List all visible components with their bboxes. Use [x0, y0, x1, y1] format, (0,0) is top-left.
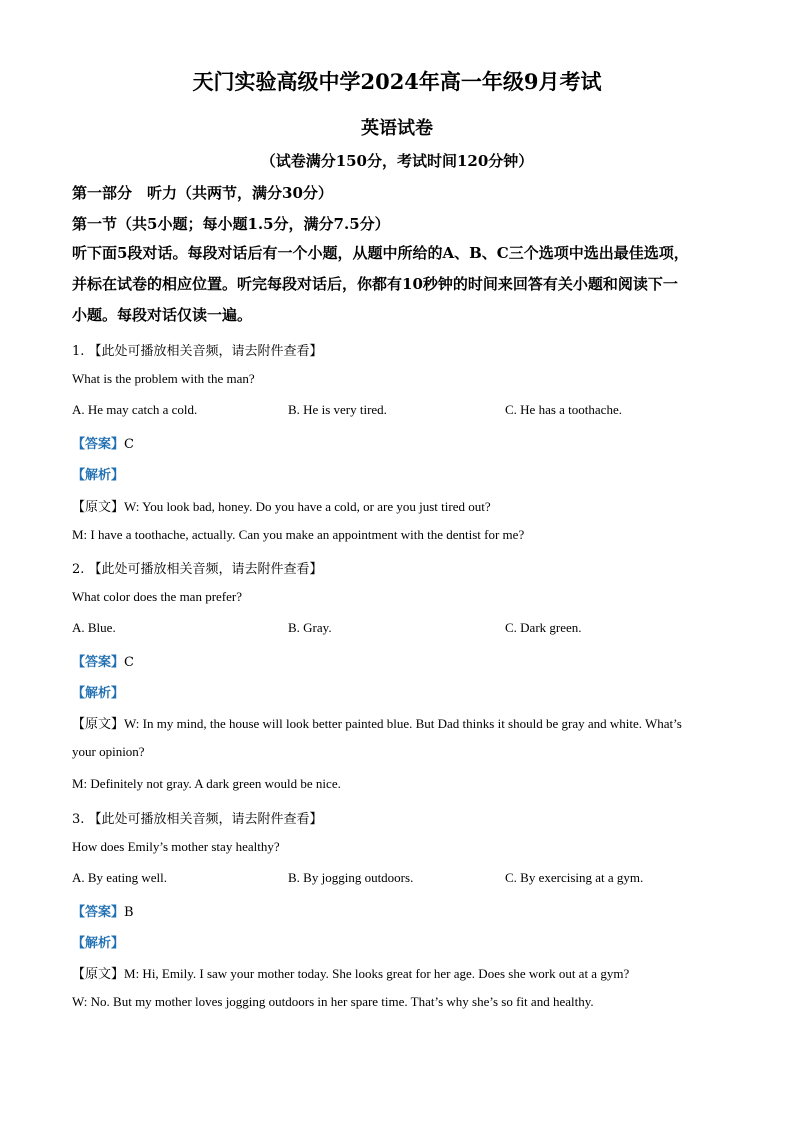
question-3-text: How does Emily’s mother stay healthy?: [72, 839, 280, 854]
transcript-text: W: You look bad, honey. Do you have a cold, or are you just tired out?: [124, 499, 491, 514]
transcript-label: 【原文】: [72, 717, 125, 732]
analysis-label: 【解析】: [72, 468, 125, 483]
analysis-label: 【解析】: [72, 936, 125, 951]
question-2-option-c: C. Dark green.: [505, 620, 582, 635]
question-1-text: What is the problem with the man?: [72, 371, 255, 386]
exam-meta: （试卷满分150分，考试时间120分钟）: [260, 152, 534, 170]
analysis-label: 【解析】: [72, 686, 125, 701]
question-2-transcript-1: [72, 713, 728, 732]
question-2-transcript-1b: your opinion?: [72, 744, 145, 759]
transcript-text: M: Hi, Emily. I saw your mother today. She looks great for her age. Does she work out at a gym?: [124, 966, 630, 981]
question-1-answer: [72, 433, 728, 452]
question-3-transcript-2: W: No. But my mother loves jogging outdoors in her spare time. That’s why she’s so fit and healthy.: [72, 994, 594, 1009]
answer-label: 【答案】: [72, 905, 125, 920]
question-2-analysis: [72, 682, 728, 701]
question-2-header: 2. 【此处可播放相关音频，请去附件查看】: [72, 562, 323, 577]
instruction-line-3: 小题。每段对话仅读一遍。: [72, 306, 253, 324]
question-2-text: What color does the man prefer?: [72, 589, 243, 604]
question-2-option-b: B. Gray.: [288, 620, 332, 635]
question-2-transcript-2: M: Definitely not gray. A dark green would be nice.: [72, 776, 341, 791]
answer-value: C: [124, 655, 134, 670]
answer-value: C: [124, 437, 134, 452]
subject-title: 英语试卷: [361, 118, 433, 139]
question-3-analysis: [72, 932, 728, 951]
instruction-line-1: 听下面5段对话。每段对话后有一个小题，从题中所给的A、B、C三个选项中选出最佳选项，: [72, 244, 689, 262]
part-title: 第一部分 听力（共两节，满分30分）: [72, 184, 333, 202]
question-3-transcript-1: [72, 963, 728, 982]
answer-value: B: [124, 905, 134, 920]
question-3-option-a: A. By eating well.: [72, 870, 167, 885]
exam-title: 天门实验高级中学2024年高一年级9月考试: [192, 69, 602, 94]
question-1-transcript-1: [72, 496, 728, 515]
answer-label: 【答案】: [72, 655, 125, 670]
question-1-option-c: C. He has a toothache.: [505, 402, 622, 417]
transcript-text: W: In my mind, the house will look better painted blue. But Dad thinks it should be gray and white. What’s: [124, 716, 682, 731]
question-1-analysis: [72, 464, 728, 483]
question-3-option-c: C. By exercising at a gym.: [505, 870, 644, 885]
instruction-line-2: 并标在试卷的相应位置。听完每段对话后，你都有10秒钟的时间来回答有关小题和阅读下一: [72, 275, 678, 293]
question-1-option-b: B. He is very tired.: [288, 402, 387, 417]
question-2-answer: [72, 651, 728, 670]
section-title: 第一节（共5小题；每小题1.5分，满分7.5分）: [72, 215, 390, 233]
question-3-header: 3. 【此处可播放相关音频，请去附件查看】: [72, 812, 323, 827]
transcript-label: 【原文】: [72, 967, 125, 982]
question-3-option-b: B. By jogging outdoors.: [288, 870, 414, 885]
question-1-transcript-2: M: I have a toothache, actually. Can you make an appointment with the dentist for me?: [72, 527, 525, 542]
question-1-option-a: A. He may catch a cold.: [72, 402, 198, 417]
answer-label: 【答案】: [72, 437, 125, 452]
question-3-answer: [72, 901, 728, 920]
question-2-option-a: A. Blue.: [72, 620, 116, 635]
transcript-label: 【原文】: [72, 500, 125, 515]
question-1-header: 1. 【此处可播放相关音频，请去附件查看】: [72, 344, 323, 359]
